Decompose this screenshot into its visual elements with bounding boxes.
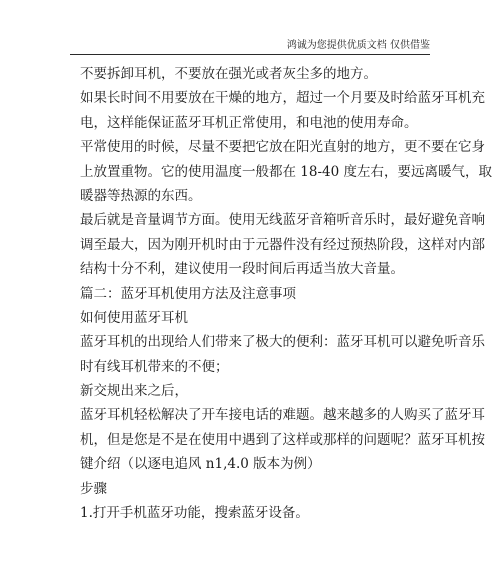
paragraph-line: 最后就是音量调节方面。使用无线蓝牙音箱听音乐时，最好避免音响 bbox=[80, 212, 485, 229]
paragraph-line: 平常使用的时候，尽量不要把它放在阳光直射的地方，更不要在它身 bbox=[80, 139, 485, 156]
paragraph-line: 结构十分不利，建议使用一段时间后再适当放大音量。 bbox=[80, 261, 404, 278]
paragraph-line: 时有线耳机带来的不便； bbox=[80, 358, 229, 375]
paragraph-line: 如果长时间不用要放在干燥的地方，超过一个月要及时给蓝牙耳机充 bbox=[80, 90, 485, 107]
document-body bbox=[80, 62, 492, 525]
step-item: 1.打开手机蓝牙功能，搜索蓝牙设备。 bbox=[80, 505, 309, 522]
paragraph-line: 蓝牙耳机轻松解决了开车接电话的难题。越来越多的人购买了蓝牙耳 bbox=[80, 407, 485, 424]
subheading: 如何使用蓝牙耳机 bbox=[80, 309, 188, 326]
header-note: 鸿诚为您提供优质文档 仅供借鉴 bbox=[286, 40, 430, 51]
step-heading: 步骤 bbox=[80, 480, 107, 497]
paragraph-line: 键介绍（以逐电追风 n1,4.0 版本为例） bbox=[80, 456, 321, 473]
paragraph-line: 不要拆卸耳机，不要放在强光或者灰尘多的地方。 bbox=[80, 66, 377, 82]
paragraph-line: 调至最大，因为刚开机时由于元器件没有经过预热阶段，这样对内部 bbox=[80, 236, 485, 253]
paragraph-line: 机，但是您是不是在使用中遇到了这样或那样的问题呢？蓝牙耳机按 bbox=[80, 431, 485, 448]
paragraph-line: 上放置重物。它的使用温度一般都在 18-40 度左右，要远离暖气，取 bbox=[80, 163, 492, 180]
paragraph-line: 蓝牙耳机的出现给人们带来了极大的便利：蓝牙耳机可以避免听音乐 bbox=[80, 334, 485, 351]
paragraph-line: 电，这样能保证蓝牙耳机正常使用，和电池的使用寿命。 bbox=[80, 114, 418, 131]
paragraph-line: 新交规出来之后， bbox=[80, 383, 188, 400]
header-divider bbox=[70, 54, 430, 55]
section-heading: 篇二：蓝牙耳机使用方法及注意事项 bbox=[80, 285, 296, 302]
paragraph-line: 暖器等热源的东西。 bbox=[80, 187, 202, 204]
